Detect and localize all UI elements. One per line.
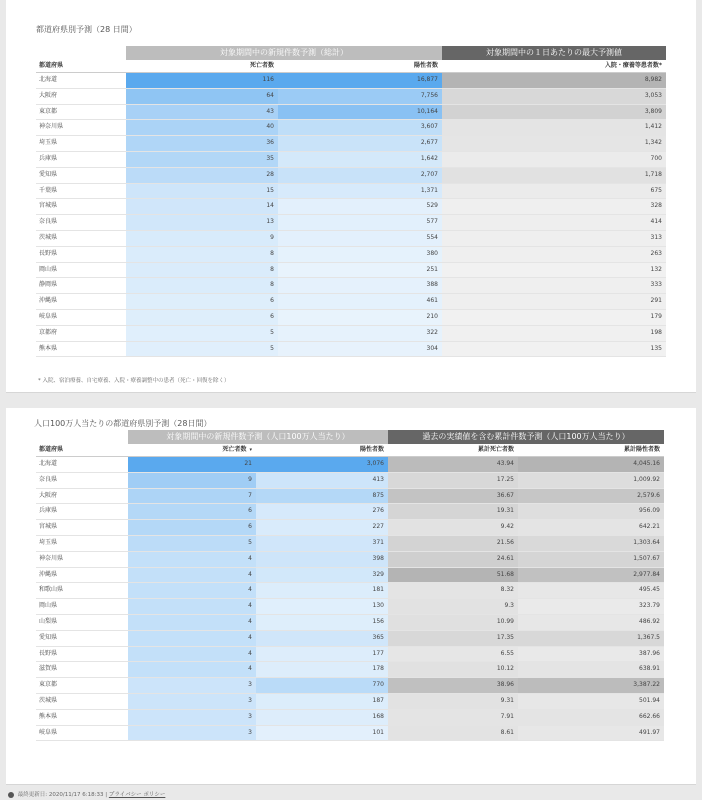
- section1-title: 都道府県別予測（28 日間）: [36, 25, 137, 34]
- value-cell: 116: [126, 73, 278, 88]
- value-cell: 28: [126, 168, 278, 183]
- prefecture-name-cell: 埼玉県: [39, 538, 58, 546]
- value-cell: 638.91: [518, 662, 664, 677]
- value-cell: 9.3: [388, 599, 518, 614]
- table-row[interactable]: [36, 599, 664, 615]
- table-row[interactable]: [36, 457, 664, 473]
- prefecture-name-cell: 千葉県: [39, 186, 58, 194]
- value-cell: 43: [126, 105, 278, 120]
- value-cell: 1,371: [278, 184, 442, 199]
- per-million-forecast-table: [36, 430, 664, 741]
- last-updated: 最終更新日: 2020/11/17 6:18:33: [17, 792, 104, 798]
- value-cell: 179: [442, 310, 666, 325]
- group-header-secondary: 過去の実績値を含む累計件数予測（人口100万人当たり）: [388, 430, 664, 444]
- prefecture-name-cell: 和歌山県: [39, 586, 64, 594]
- table-row[interactable]: [36, 489, 664, 505]
- value-cell: 529: [278, 199, 442, 214]
- value-cell: 486.92: [518, 615, 664, 630]
- table-row[interactable]: [36, 294, 666, 310]
- value-cell: 491.97: [518, 726, 664, 741]
- value-cell: 662.66: [518, 710, 664, 725]
- value-cell: 4: [128, 647, 256, 662]
- value-cell: 313: [442, 231, 666, 246]
- prefecture-name-cell: 岐阜県: [39, 312, 58, 320]
- prefecture-name-cell: 宮城県: [39, 202, 58, 210]
- prefecture-name-cell: 茨城県: [39, 696, 58, 704]
- sort-descending-icon: ▾: [249, 447, 252, 453]
- prefecture-name-cell: 長野県: [39, 649, 58, 657]
- table-row[interactable]: [36, 136, 666, 152]
- table-row[interactable]: [36, 647, 664, 663]
- prefecture-name-cell: 兵庫県: [39, 154, 58, 162]
- table-row[interactable]: [36, 215, 666, 231]
- prefecture-name-cell: 山梨県: [39, 617, 58, 625]
- value-cell: 15: [126, 184, 278, 199]
- value-cell: 4: [128, 568, 256, 583]
- value-cell: 1,412: [442, 120, 666, 135]
- value-cell: 36.67: [388, 489, 518, 504]
- value-cell: 3: [128, 678, 256, 693]
- value-cell: 461: [278, 294, 442, 309]
- column-header-label: 死亡者数: [222, 446, 247, 453]
- value-cell: 1,303.64: [518, 536, 664, 551]
- table-row[interactable]: [36, 152, 666, 168]
- value-cell: 7,756: [278, 89, 442, 104]
- value-cell: 40: [126, 120, 278, 135]
- value-cell: 4: [128, 631, 256, 646]
- prefecture-name-cell: 岐阜県: [39, 728, 58, 736]
- prefecture-name-cell: 静岡県: [39, 281, 58, 289]
- value-cell: 304: [278, 342, 442, 357]
- value-cell: 3,076: [256, 457, 388, 472]
- value-cell: 388: [278, 278, 442, 293]
- value-cell: 875: [256, 489, 388, 504]
- value-cell: 700: [442, 152, 666, 167]
- prefecture-name-cell: 茨城県: [39, 233, 58, 241]
- value-cell: 16,877: [278, 73, 442, 88]
- value-cell: 168: [256, 710, 388, 725]
- prefecture-name-cell: 熊本県: [39, 712, 58, 720]
- value-cell: 8: [126, 247, 278, 262]
- prefecture-name-cell: 兵庫県: [39, 507, 58, 515]
- column-header[interactable]: [126, 60, 278, 72]
- value-cell: 770: [256, 678, 388, 693]
- value-cell: 3,607: [278, 120, 442, 135]
- value-cell: 24.61: [388, 552, 518, 567]
- value-cell: 329: [256, 568, 388, 583]
- value-cell: 387.96: [518, 647, 664, 662]
- table-row[interactable]: [36, 583, 664, 599]
- prefecture-name-cell: 北海道: [39, 76, 58, 83]
- table-row[interactable]: [36, 310, 666, 326]
- value-cell: 210: [278, 310, 442, 325]
- value-cell: 130: [256, 599, 388, 614]
- prefecture-name-cell: 沖縄県: [39, 297, 58, 305]
- value-cell: 21.56: [388, 536, 518, 551]
- table-row[interactable]: [36, 326, 666, 342]
- value-cell: 333: [442, 278, 666, 293]
- table-row[interactable]: [36, 168, 666, 184]
- value-cell: 1,507.67: [518, 552, 664, 567]
- table-row[interactable]: [36, 342, 666, 358]
- value-cell: 495.45: [518, 583, 664, 598]
- group-header-new-cases: 対象期間中の新規件数予測（人口100万人当たり）: [128, 430, 388, 444]
- value-cell: 6: [128, 504, 256, 519]
- column-header[interactable]: [442, 60, 666, 72]
- value-cell: 187: [256, 694, 388, 709]
- value-cell: 8,982: [442, 73, 666, 88]
- value-cell: 6: [126, 310, 278, 325]
- table-row[interactable]: [36, 520, 664, 536]
- prefecture-forecast-panel: [6, 0, 696, 393]
- column-header-label: 陽性者数: [359, 446, 384, 453]
- value-cell: 6.55: [388, 647, 518, 662]
- value-cell: 6: [126, 294, 278, 309]
- table-row[interactable]: [36, 631, 664, 647]
- column-header[interactable]: [278, 60, 442, 72]
- value-cell: 156: [256, 615, 388, 630]
- group-header-row: [36, 430, 664, 444]
- value-cell: 322: [278, 326, 442, 341]
- value-cell: 5: [128, 536, 256, 551]
- value-cell: 642.21: [518, 520, 664, 535]
- value-cell: 7: [128, 489, 256, 504]
- value-cell: 64: [126, 89, 278, 104]
- table-row[interactable]: [36, 89, 666, 105]
- column-header-label: 累計死亡者数: [477, 446, 514, 453]
- value-cell: 35: [126, 152, 278, 167]
- value-cell: 1,342: [442, 136, 666, 151]
- prefecture-name-cell: 大阪府: [39, 91, 58, 99]
- value-cell: 5: [126, 326, 278, 341]
- value-cell: 4: [128, 552, 256, 567]
- column-header[interactable]: [518, 444, 664, 456]
- value-cell: 2,677: [278, 136, 442, 151]
- prefecture-name-cell: 奈良県: [39, 475, 58, 483]
- per-million-forecast-panel: [6, 408, 696, 785]
- prefecture-name-cell: 東京都: [39, 107, 58, 115]
- column-header[interactable]: [36, 444, 128, 456]
- prefecture-name-cell: 岡山県: [39, 602, 58, 610]
- prefecture-name-cell: 宮城県: [39, 523, 58, 531]
- value-cell: 4,045.16: [518, 457, 664, 472]
- value-cell: 371: [256, 536, 388, 551]
- value-cell: 9.42: [388, 520, 518, 535]
- value-cell: 3,387.22: [518, 678, 664, 693]
- privacy-policy-link[interactable]: プライバシー ポリシー: [108, 792, 166, 798]
- value-cell: 17.35: [388, 631, 518, 646]
- table-row[interactable]: [36, 73, 666, 89]
- table-row[interactable]: [36, 536, 664, 552]
- prefecture-name-cell: 沖縄県: [39, 570, 58, 578]
- value-cell: 1,009.92: [518, 473, 664, 488]
- value-cell: 3: [128, 694, 256, 709]
- value-cell: 8: [126, 263, 278, 278]
- value-cell: 19.31: [388, 504, 518, 519]
- table-row[interactable]: [36, 105, 666, 121]
- column-header-label: 入院・療養等患者数*: [604, 62, 662, 69]
- column-header-label: 都道府県: [39, 446, 64, 453]
- prefecture-name-cell: 愛知県: [39, 633, 58, 641]
- value-cell: 414: [442, 215, 666, 230]
- column-header-label: 都道府県: [39, 62, 64, 69]
- value-cell: 21: [128, 457, 256, 472]
- column-header-label: 陽性者数: [413, 62, 438, 69]
- table-row[interactable]: [36, 247, 666, 263]
- value-cell: 10.12: [388, 662, 518, 677]
- value-cell: 4: [128, 615, 256, 630]
- value-cell: 2,579.6: [518, 489, 664, 504]
- column-header[interactable]: [388, 444, 518, 456]
- value-cell: 956.09: [518, 504, 664, 519]
- column-header[interactable]: [128, 444, 256, 456]
- value-cell: 3: [128, 726, 256, 741]
- prefecture-name-cell: 長野県: [39, 249, 58, 257]
- value-cell: 8.61: [388, 726, 518, 741]
- value-cell: 4: [128, 662, 256, 677]
- table-row[interactable]: [36, 184, 666, 200]
- section2-title: 人口100万人当たりの都道府県別予測（28日間）: [34, 419, 212, 428]
- value-cell: 398: [256, 552, 388, 567]
- table-row[interactable]: [36, 231, 666, 247]
- value-cell: 132: [442, 263, 666, 278]
- value-cell: 276: [256, 504, 388, 519]
- table-row[interactable]: [36, 552, 664, 568]
- value-cell: 3,809: [442, 105, 666, 120]
- value-cell: 14: [126, 199, 278, 214]
- prefecture-name-cell: 滋賀県: [39, 665, 58, 673]
- value-cell: 7.91: [388, 710, 518, 725]
- group-header-new-cases: 対象期間中の新規件数予測（総計）: [126, 46, 442, 60]
- page-footer: 最終更新日: 2020/11/17 6:18:33 | プライバシー ポリシー: [8, 790, 165, 798]
- table-row[interactable]: [36, 504, 664, 520]
- value-cell: 5: [126, 342, 278, 357]
- value-cell: 227: [256, 520, 388, 535]
- value-cell: 3: [128, 710, 256, 725]
- value-cell: 328: [442, 199, 666, 214]
- prefecture-name-cell: 熊本県: [39, 344, 58, 352]
- value-cell: 4: [128, 599, 256, 614]
- value-cell: 8: [126, 278, 278, 293]
- value-cell: 10.99: [388, 615, 518, 630]
- table-row[interactable]: [36, 278, 666, 294]
- value-cell: 9: [128, 473, 256, 488]
- table-row[interactable]: [36, 662, 664, 678]
- value-cell: 2,707: [278, 168, 442, 183]
- prefecture-name-cell: 岡山県: [39, 265, 58, 273]
- table-row[interactable]: [36, 120, 666, 136]
- column-header-row: [36, 444, 664, 457]
- prefecture-name-cell: 神奈川県: [39, 123, 64, 131]
- column-header-row: [36, 60, 666, 73]
- value-cell: 251: [278, 263, 442, 278]
- value-cell: 323.79: [518, 599, 664, 614]
- value-cell: 380: [278, 247, 442, 262]
- value-cell: 8.32: [388, 583, 518, 598]
- value-cell: 51.68: [388, 568, 518, 583]
- value-cell: 178: [256, 662, 388, 677]
- group-header-secondary: 対象期間中の１日あたりの最大予測値: [442, 46, 666, 60]
- value-cell: 38.96: [388, 678, 518, 693]
- value-cell: 181: [256, 583, 388, 598]
- value-cell: 1,718: [442, 168, 666, 183]
- value-cell: 101: [256, 726, 388, 741]
- value-cell: 501.94: [518, 694, 664, 709]
- info-icon: [8, 792, 14, 798]
- column-header-label: 累計陽性者数: [623, 446, 660, 453]
- value-cell: 365: [256, 631, 388, 646]
- footnote: * 入院、宿泊療養、自宅療養、入院・療養調整中の患者（死亡・回復を除く）: [38, 378, 230, 384]
- value-cell: 675: [442, 184, 666, 199]
- column-header-label: 死亡者数: [249, 62, 274, 69]
- value-cell: 413: [256, 473, 388, 488]
- table-row[interactable]: [36, 615, 664, 631]
- prefecture-name-cell: 京都府: [39, 328, 58, 336]
- value-cell: 6: [128, 520, 256, 535]
- value-cell: 9: [126, 231, 278, 246]
- prefecture-name-cell: 愛知県: [39, 170, 58, 178]
- value-cell: 13: [126, 215, 278, 230]
- prefecture-name-cell: 埼玉県: [39, 139, 58, 147]
- table-row[interactable]: [36, 199, 666, 215]
- prefecture-name-cell: 北海道: [39, 460, 58, 467]
- group-header-row: [36, 46, 666, 60]
- value-cell: 177: [256, 647, 388, 662]
- prefecture-forecast-table: [36, 46, 666, 357]
- prefecture-name-cell: 東京都: [39, 681, 58, 689]
- table-row[interactable]: [36, 473, 664, 489]
- value-cell: 43.94: [388, 457, 518, 472]
- value-cell: 2,977.84: [518, 568, 664, 583]
- value-cell: 4: [128, 583, 256, 598]
- value-cell: 10,164: [278, 105, 442, 120]
- value-cell: 135: [442, 342, 666, 357]
- value-cell: 291: [442, 294, 666, 309]
- prefecture-name-cell: 大阪府: [39, 491, 58, 499]
- value-cell: 198: [442, 326, 666, 341]
- table-row[interactable]: [36, 710, 664, 726]
- table-row[interactable]: [36, 694, 664, 710]
- value-cell: 1,642: [278, 152, 442, 167]
- value-cell: 554: [278, 231, 442, 246]
- table-row[interactable]: [36, 263, 666, 279]
- value-cell: 3,053: [442, 89, 666, 104]
- value-cell: 1,367.5: [518, 631, 664, 646]
- value-cell: 17.25: [388, 473, 518, 488]
- value-cell: 577: [278, 215, 442, 230]
- value-cell: 263: [442, 247, 666, 262]
- column-header[interactable]: [256, 444, 388, 456]
- table-row[interactable]: [36, 568, 664, 584]
- table-row[interactable]: [36, 678, 664, 694]
- value-cell: 36: [126, 136, 278, 151]
- prefecture-name-cell: 神奈川県: [39, 554, 64, 562]
- column-header[interactable]: [36, 60, 126, 72]
- table-row[interactable]: [36, 726, 664, 742]
- prefecture-name-cell: 奈良県: [39, 218, 58, 226]
- value-cell: 9.31: [388, 694, 518, 709]
